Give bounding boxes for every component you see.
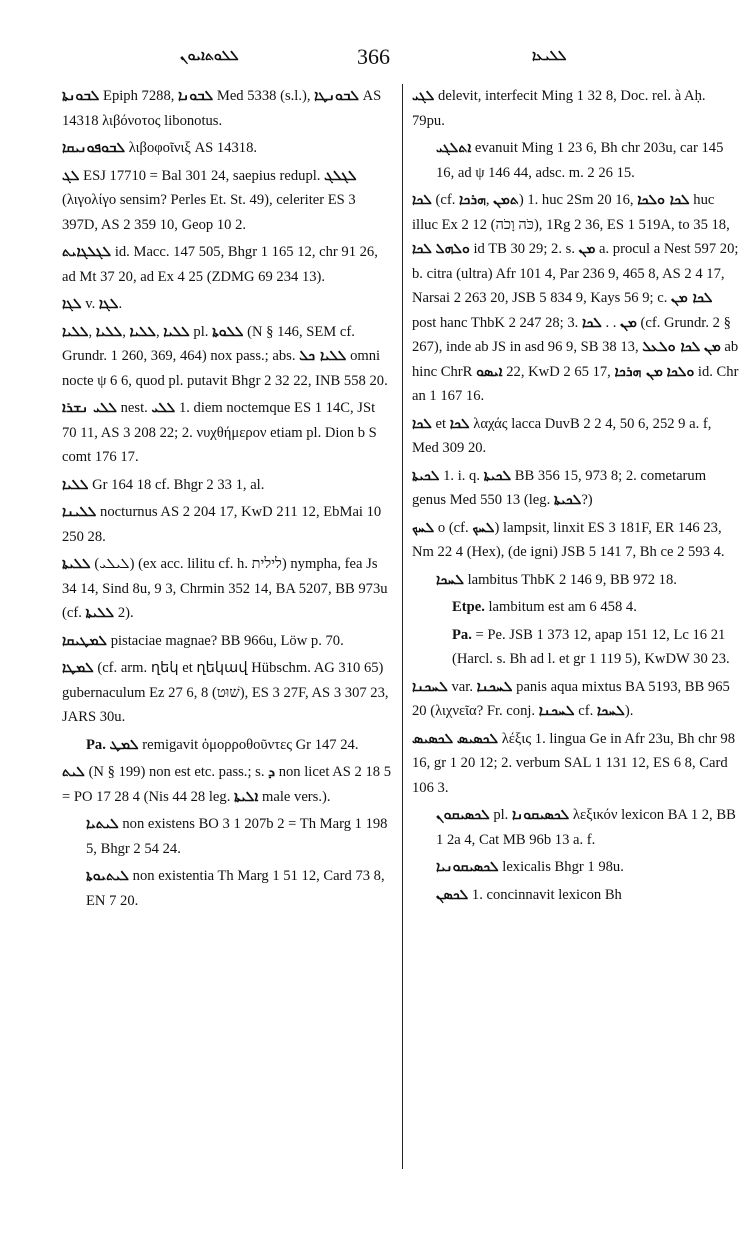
entry-text: Gr 164 18 cf. Bhgr 2 33 1, al. (88, 476, 265, 493)
dictionary-entry (412, 623, 740, 672)
syriac-term: ܠܠܝܐ ܟܠ (299, 348, 347, 364)
dictionary-entry (412, 675, 740, 724)
entry-text: Med 533 (213, 88, 270, 104)
entry-text: pl. (489, 807, 512, 823)
entry-text: var. (447, 678, 477, 695)
page-header (0, 44, 750, 72)
dictionary-entry (62, 396, 392, 470)
dictionary-entry (412, 568, 740, 593)
dictionary-entry (412, 516, 740, 565)
entry-text: λαχάς lacca DuvB 2 2 4, 50 6, 252 9 a. f, Med 309 20. (412, 415, 712, 456)
dictionary-entry (412, 727, 740, 801)
dictionary-entry (62, 656, 392, 730)
entry-text: id. Macc. 147 505, Bhgr 1 165 12, chr 91 26, ad Mt 37 20, ad Ex 4 25 (ZDMG 69 234 13). (62, 244, 378, 285)
entry-text: . (118, 296, 123, 312)
dictionary-entry (62, 473, 392, 498)
syriac-term: ܠܡܛ (109, 736, 139, 753)
syriac-term: ܠܚܟ (412, 519, 435, 536)
dictionary-entry (62, 84, 392, 133)
entry-text: post hanc ThbK 2 247 28; 3. (412, 314, 582, 331)
syriac-term: ܠܟܐ (412, 192, 432, 208)
syriac-term: ܠܠܝܐ (62, 476, 89, 493)
syriac-term: ܠܟܝܬܐ (553, 492, 582, 508)
syriac-term: ܡܢ (578, 241, 596, 257)
syriac-term: ܠܟܐ (412, 415, 432, 432)
syriac-term: ܐܝܣܘ (476, 363, 503, 380)
entry-text: remigavit ὁμορροθοῦντες Gr 147 24. (138, 736, 359, 753)
syriac-term: ܠܠܝܐ (129, 323, 156, 340)
syriac-term: ܠܝܬ (62, 764, 85, 780)
dictionary-entry (412, 464, 740, 513)
syriac-term: ܗܪܟܐ (459, 192, 486, 208)
entry-text: non existentia Th Marg 1 51 12, Card 73 8, EN 7 20. (86, 868, 385, 909)
column-divider (402, 84, 403, 1169)
entry-text: , (122, 323, 130, 340)
stem-label: Etpe. (452, 599, 485, 615)
syriac-term: ܠܟܣܝܩܘܢ (436, 807, 490, 823)
dictionary-entry (62, 500, 392, 549)
entry-text: 22, KwD 2 65 17, (502, 363, 615, 380)
entry-text: v. (81, 296, 99, 312)
entry-text: ab hinc ChrR (412, 339, 739, 380)
syriac-term: ܐܠܝܬܐ (234, 788, 259, 805)
syriac-term: ܠܓܠܓܐܝܬ (62, 244, 112, 260)
entry-text: (cf. (431, 192, 460, 208)
syriac-term: ܘܠܟܐ (666, 363, 695, 380)
stem-label: Pa. (452, 626, 472, 643)
entry-text: ). (624, 703, 634, 719)
syriac-term: ܠܒܘܢܬܐ (62, 88, 100, 104)
entry-text: AS 143 (62, 88, 382, 129)
dictionary-entry (412, 883, 740, 908)
syriac-term: ܠܠܝܐ (95, 323, 123, 340)
right-column (412, 84, 740, 910)
entry-text: . . (601, 314, 621, 331)
syriac-term: ܐܬܠܓܝ (436, 140, 472, 156)
syriac-term: ܠܠܝܐ (163, 323, 190, 340)
entry-text: ) lampsit, linxit ES 3 181F, ER 146 23, Nm 22 4 (Hex), (de igni) JSB 5 141 7, Bh ce 2 593 4. (412, 519, 725, 560)
syriac-term: ܠܓܝ (412, 88, 435, 104)
syriac-term: ܠܚܟܢܐ (538, 703, 575, 719)
entry-text: (ܠܝܠܝ) (ex acc. lilitu cf. h. לילית) nympha, fea Js 34 14, Sind 8u, 9 3, Chrmin 352 14, BA 5207, BB 973u (cf. (62, 556, 388, 621)
syriac-term: ܠܠܝ (151, 400, 176, 416)
stem-label: Pa. (86, 736, 106, 753)
syriac-term: ܡܢ ܗܪܟܐ (614, 363, 663, 380)
syriac-term: ܡܢ (703, 339, 721, 355)
entry-text: non licet AS 2 18 5 = PO 17 28 4 (Nis 44 28 leg. (62, 764, 391, 805)
syriac-term: ܠܓܐ (98, 296, 119, 312)
entry-text: 18 λιβόνοτος libonotus. (83, 112, 223, 129)
syriac-term: ܠܟܣܝܩܘܢܝܐ (436, 859, 499, 875)
left-running-headword: ܠܠܘܬܐܝܘܢ (180, 48, 239, 64)
dictionary-entry (412, 136, 740, 185)
dictionary-entry (62, 240, 392, 289)
dictionary-entry (412, 855, 740, 880)
dictionary-entry (62, 136, 392, 161)
entry-text: huc illuc Ex 2 12 (כֹּה וָכֹה), 1Rg 2 36, ES 1 519A, to 35 18, (412, 192, 730, 233)
syriac-term: ܠܠܝܬܐ (62, 556, 91, 572)
entry-text: omni nocte ψ 6 6, quod pl. putavit Bhgr 2 32 22, INB 558 20. (62, 348, 388, 389)
dictionary-entry (412, 188, 740, 409)
entry-text: ) 1. huc 2Sm 20 16, (518, 192, 638, 208)
entry-text: non existens BO 3 1 207b 2 = Th Marg 1 198 5, Bhgr 2 54 24. (86, 816, 388, 857)
entry-text: λέξις 1. lingua Ge in Afr 23u, Bh chr 98 16, gr 1 20 12; 2. verbum SAL 1 131 12, ES 6 8, Card 106 3. (412, 730, 736, 796)
syriac-term: ܠܟܐ (581, 314, 602, 331)
syriac-term: ܠܡܛܝܩܐ (62, 632, 108, 649)
entry-text: λεξικόν lexicon BA 1 2, BB 1 2a 4, Cat MB 96b 13 a. f. (436, 807, 736, 848)
syriac-term: ܘܠܗܠ (435, 241, 470, 257)
syriac-term: ܠܟܐ ܘܠܟܐ (637, 192, 690, 208)
syriac-term: ܠܝܬܝܐ (86, 816, 119, 832)
entry-text: = Pe. JSB 1 373 12, apap 151 12, Lc 16 21 (Harcl. s. Bh ad l. et gr 1 119 5), KwDW 30 23. (452, 626, 730, 667)
entry-text: BB 356 15, 973 8; 2. cometarum genus Med 550 13 (leg. (412, 467, 707, 508)
entry-text: 1. diem noctemque ES 1 14C, JSt 70 11, AS 3 208 22; 2. νυχθήμερον etiam pl. Dion b S comt 176 17. (62, 400, 377, 465)
syriac-term: ܠܡܛܐ (62, 660, 94, 676)
right-running-headword: ܠܠܝܥܐ (532, 48, 567, 64)
entry-text: lexicalis Bhgr 1 98u. (498, 859, 624, 875)
dictionary-entry (62, 164, 392, 238)
syriac-term: ܠܠܝܢܐ (62, 504, 97, 520)
syriac-term: ܠܠܝܬܐ (85, 605, 115, 621)
syriac-term: ܠܓܐ (62, 296, 82, 312)
entry-text: 2). (114, 605, 134, 621)
entry-text: pistaciae magnae? BB 966u, Löw p. 70. (107, 632, 344, 649)
syriac-term: ܬܡܢ (493, 192, 519, 208)
entry-text: pl. (189, 323, 213, 340)
syriac-term: ܠܟܣܝܩܘܢܐ (511, 807, 570, 823)
entry-text: et (431, 415, 450, 432)
syriac-term: ܠܠܘܬܐ (212, 323, 244, 340)
dictionary-entry (62, 552, 392, 626)
syriac-term: ܠܟܐ ܡܢ (671, 290, 713, 306)
dictionary-entry (62, 292, 392, 317)
dictionary-entry (62, 812, 392, 861)
entry-text: (λιγολίγο sensim? Perles Et. St. 49), celeriter ES 3 397D, AS 2 359 10, Geop 10 2. (62, 192, 356, 233)
entry-text: 8 (s.l.), (269, 88, 315, 104)
entry-text: , (88, 323, 96, 340)
entry-text: panis aqua mixtus BA 5193, BB 965 20 (λιχνεῖα? Fr. conj. (412, 678, 730, 719)
syriac-term: ܠܟܐ (412, 241, 432, 257)
entry-text: lambitum est am 6 458 4. (484, 599, 637, 615)
entry-text: (N § 199) non est etc. pass.; s. (84, 764, 269, 780)
entry-text: ESJ 177 (79, 167, 132, 184)
syriac-term: ܡܢ (620, 314, 637, 331)
syriac-term: ܠܚܟ (472, 519, 495, 536)
syriac-term: ܕ (268, 764, 276, 780)
entry-text: nocturnus AS 2 204 17, KwD 211 12, EbMai 10 250 28. (62, 504, 382, 545)
dictionary-entry (412, 595, 740, 620)
entry-text: evanuit Ming 1 23 6, Bh chr 203u, car 145 16, ad ψ 146 44, adsc. m. 2 26 15. (436, 140, 724, 181)
entry-text: , (156, 323, 164, 340)
syriac-term: ܠܒܘܢܐ (178, 88, 214, 104)
syriac-term: ܠܟܝܬܐ (412, 467, 440, 484)
syriac-term: ܠܓܠܓ (324, 167, 357, 184)
entry-text: (cf. arm. ղեկ et ղեկավ Hübschm. AG 310 65) gubernaculum Ez 27 6, 8 (שׁוּט), ES 3 27F, AS 3 307 23, JARS 30u. (62, 660, 389, 725)
entry-text: lambitus ThbK 2 146 9, BB 972 18. (463, 571, 677, 588)
syriac-term: ܠܟܐ (449, 415, 470, 432)
entry-text: delevit, interfecit Ming 1 32 8, Doc. rel. à Aḥ. 79pu. (412, 88, 706, 129)
entry-text: λιβοφοῖνιξ AS 143 (125, 140, 239, 156)
dictionary-entry (412, 84, 740, 133)
dictionary-entry (62, 733, 392, 758)
entry-text: 18. (238, 140, 258, 156)
entry-text: id TB 30 29; 2. s. (469, 241, 579, 257)
dictionary-entry (62, 629, 392, 654)
dictionary-entry (62, 320, 392, 394)
entry-text: Epiph 72 (99, 88, 157, 104)
entry-text: cf. (574, 703, 597, 719)
entry-text: a. procul a Nest 597 20; b. citra (ultra) Afr 101 4, Par 236 9, 465 8, AS 2 4 17, Narsai 2 263 20, JSB 5 834 9, Kays 56 9; c. (412, 241, 739, 306)
syriac-term: ܠܚܟܢܐ (476, 678, 513, 695)
dictionary-entry (62, 760, 392, 809)
syriac-term: ܠܓ (62, 167, 80, 184)
syriac-term: ܠܟܣܝܣ (456, 730, 499, 747)
syriac-term: ܠܚܟܐ (436, 571, 464, 588)
page-number: 366 (357, 44, 390, 69)
syriac-term: ܠܒܘܦܘܢܝܩܐ (62, 140, 126, 156)
dictionary-entry (412, 412, 740, 461)
syriac-term: ܠܝܬܝܘܬܐ (86, 868, 129, 884)
syriac-term: ܠܠܝ ܢܫܪܐ (62, 400, 117, 416)
entry-text: 88, (156, 88, 179, 104)
syriac-term: ܠܚܟܢܐ (412, 678, 448, 695)
left-column (62, 84, 392, 916)
entry-text: ?) (581, 492, 593, 508)
entry-text: 1. concinnavit lexicon Bh (468, 886, 622, 903)
entry-text: id. Chr an 1 167 16. (412, 363, 739, 404)
syriac-term: ܠܚܟܐ (596, 703, 625, 719)
entry-text: o (cf. (434, 519, 473, 536)
entry-text: (cf. Grundr. 2 § 267), inde ab JS in asd 96 9, SB 38 13, (412, 314, 731, 355)
entry-text: 10 = Bal 301 24, saepius redupl. (131, 167, 325, 184)
entry-text: nest. (116, 400, 152, 416)
entry-text: , (485, 192, 494, 208)
syriac-term: ܠܟܝܬܐ (483, 467, 512, 484)
entry-text: 1. i. q. (439, 467, 484, 484)
syriac-term: ܠܟܐ ܘܠܥܠ (642, 339, 701, 355)
dictionary-entry (62, 864, 392, 913)
entry-text: male vers.). (258, 788, 331, 805)
syriac-term: ܠܠܝܐ (62, 323, 89, 340)
syriac-term: ܠܒܘܢܛܐ (314, 88, 359, 104)
entry-text: (N § 146, SEM cf. Grundr. 1 260, 369, 464) nox pass.; abs. (62, 323, 355, 364)
dictionary-entry (412, 803, 740, 852)
syriac-term: ܠܟܣܢ (436, 886, 469, 903)
syriac-term: ܠܟܣܝܣ (412, 730, 454, 747)
